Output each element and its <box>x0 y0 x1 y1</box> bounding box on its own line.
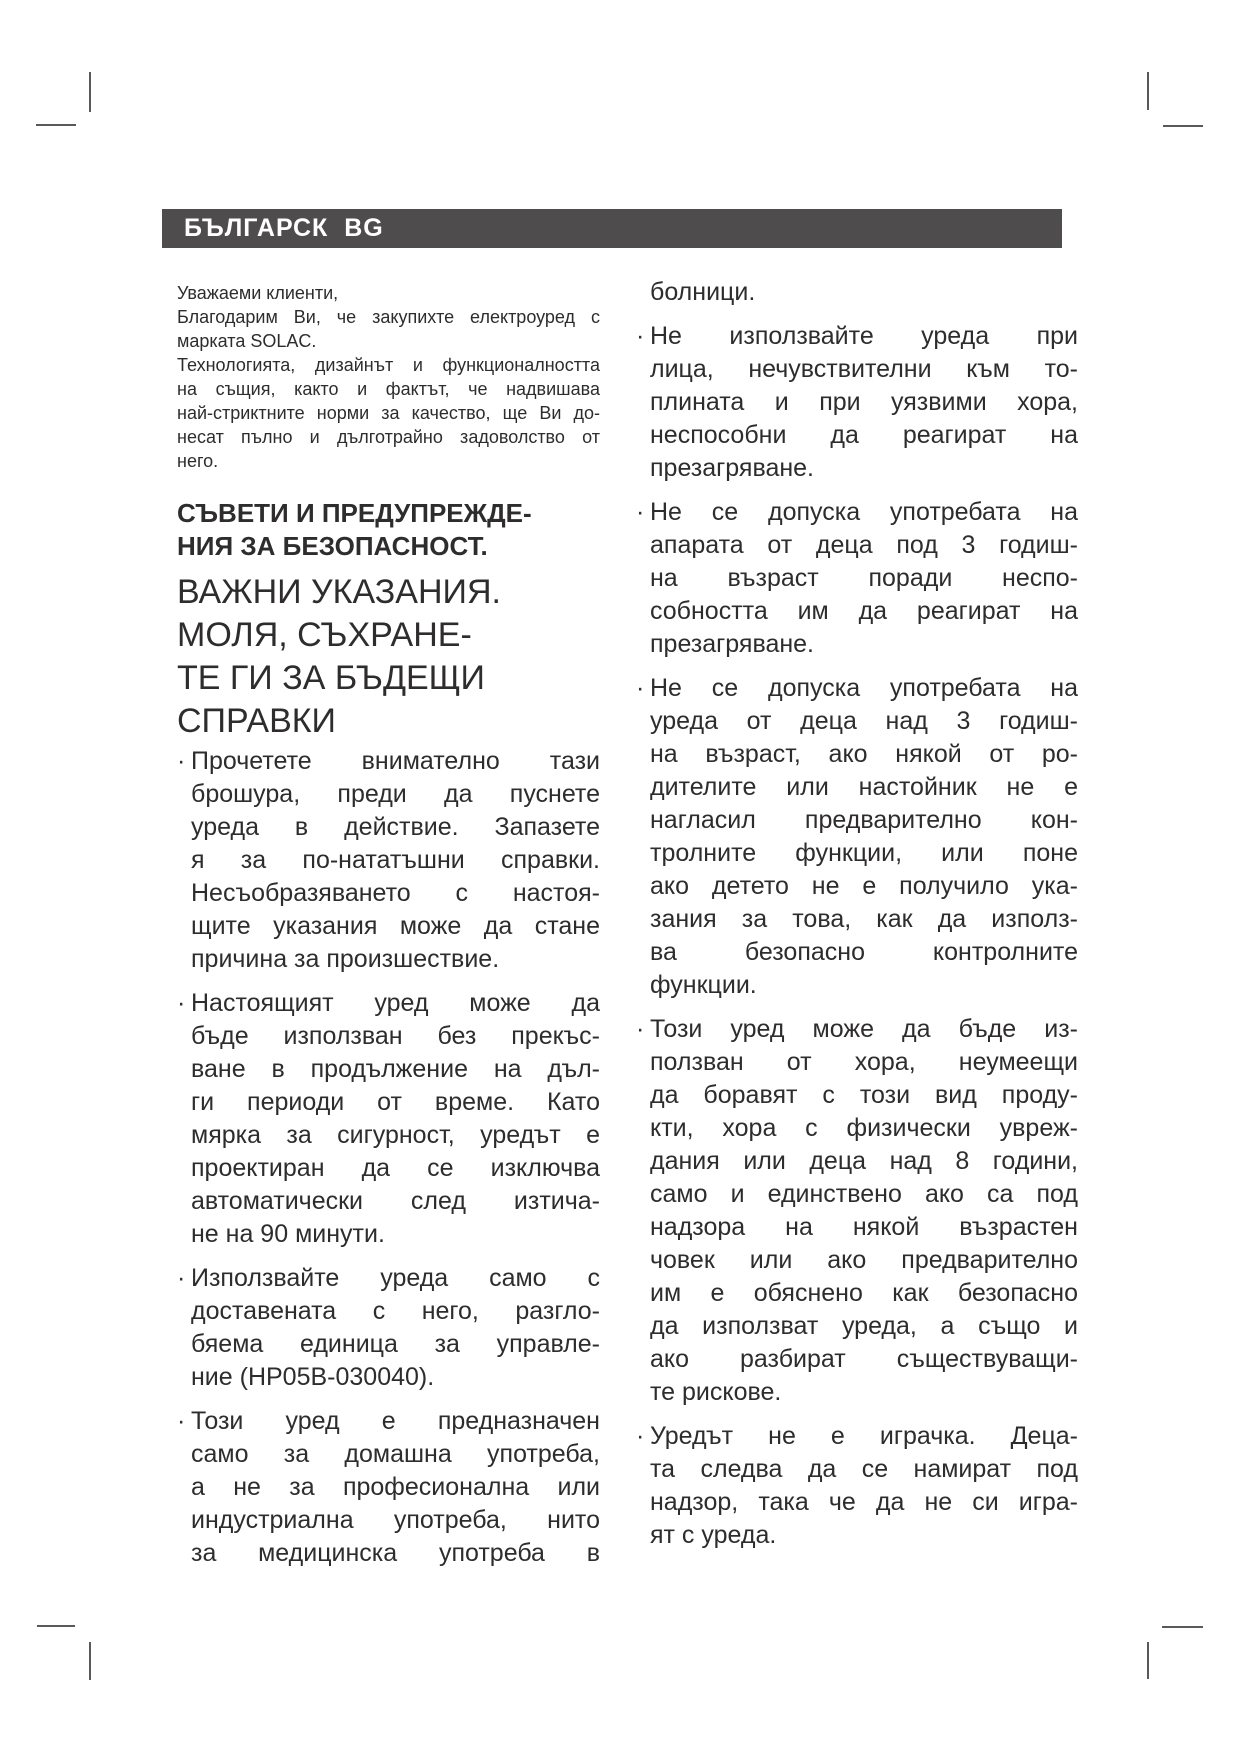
text-line: уреда от деца над 3 годиш- <box>650 707 1078 735</box>
intro-greeting <box>177 281 600 305</box>
bullet-item <box>636 672 1078 1002</box>
safety-bullet-list-right <box>636 320 1078 1552</box>
crop-mark-top-left-vertical <box>89 72 91 112</box>
text-line: надзора на някой възрастен <box>650 1213 1078 1241</box>
continuation-text <box>636 276 1078 309</box>
text-line: мярка за сигурност, уредът е <box>191 1121 600 1149</box>
bullet-item <box>636 1013 1078 1409</box>
text-line: за медицинска употреба в <box>191 1539 600 1567</box>
bullet-marker: · <box>636 674 645 702</box>
bullet-item <box>177 987 600 1251</box>
bullet-item <box>636 320 1078 485</box>
crop-mark-top-right-vertical <box>1147 72 1149 110</box>
text-line: я за по-нататъшни справки. <box>191 846 600 874</box>
intro-thanks <box>177 305 600 353</box>
bullet-marker: · <box>177 989 186 1017</box>
text-line: Не използвайте уреда при <box>650 322 1078 350</box>
bullet-text <box>650 672 1078 1002</box>
text-line: Технологията, дизайнът и функционалността <box>177 355 600 375</box>
crop-mark-bottom-left-horizontal <box>37 1625 75 1627</box>
text-line: неспособни да реагират на <box>650 421 1078 449</box>
text-line: Уредът не е играчка. Деца- <box>650 1422 1078 1450</box>
right-column <box>636 276 1078 1563</box>
text-line: им е обяснено как безопасно <box>650 1279 1078 1307</box>
text-line: лица, нечувствителни към то- <box>650 355 1078 383</box>
text-line: брошура, преди да пуснете <box>191 780 600 808</box>
text-line: доставената с него, разгло- <box>191 1297 600 1325</box>
text-line: МОЛЯ, СЪХРАНЕ- <box>177 616 472 654</box>
text-line: Настоящият уред може да <box>191 989 600 1017</box>
text-line: НИЯ ЗА БЕЗОПАСНОСТ. <box>177 531 488 561</box>
text-line: ако детето не е получило ука- <box>650 872 1078 900</box>
bullet-marker: · <box>636 1015 645 1043</box>
crop-mark-bottom-left-vertical <box>89 1642 91 1680</box>
text-line: ят с уреда. <box>650 1521 777 1549</box>
text-line: причина за произшествие. <box>191 945 500 973</box>
text-line: та следва да се намират под <box>650 1455 1078 1483</box>
text-line: да боравят с този вид проду- <box>650 1081 1078 1109</box>
text-line: Не се допуска употребата на <box>650 498 1078 526</box>
text-line: Уважаеми клиенти, <box>177 283 339 303</box>
text-line: зания за това, как да използ- <box>650 905 1078 933</box>
language-header-bar <box>162 209 1062 248</box>
text-line: Благодарим Ви, че закупихте електроуред с <box>177 307 600 327</box>
text-line: ако разбират съществуващи- <box>650 1345 1078 1373</box>
text-line: СПРАВКИ <box>177 702 336 740</box>
bullet-text <box>191 1262 600 1394</box>
text-line: не на 90 минути. <box>191 1220 385 1248</box>
text-line: автоматически след изтича- <box>191 1187 600 1215</box>
text-line: ване в продължение на дъл- <box>191 1055 600 1083</box>
bullet-marker: · <box>636 498 645 526</box>
text-line: функции. <box>650 971 757 999</box>
text-line: презагряване. <box>650 630 815 658</box>
text-line: индустриална употреба, нито <box>191 1506 600 1534</box>
text-line: ВАЖНИ УКАЗАНИЯ. <box>177 573 501 611</box>
bullet-text <box>650 496 1078 661</box>
text-line: Този уред може да бъде из- <box>650 1015 1078 1043</box>
text-line: СЪВЕТИ И ПРЕДУПРЕЖДЕ- <box>177 498 532 528</box>
text-line: да използват уреда, а също и <box>650 1312 1078 1340</box>
bullet-marker: · <box>177 747 186 775</box>
bullet-item <box>636 1420 1078 1552</box>
crop-mark-top-left-horizontal <box>36 124 76 126</box>
bullet-text <box>191 987 600 1251</box>
text-line: него. <box>177 451 219 471</box>
bullet-marker: · <box>177 1407 186 1435</box>
text-line: а не за професионална или <box>191 1473 600 1501</box>
text-line: само за домашна употреба, <box>191 1440 600 1468</box>
left-column <box>177 281 600 1581</box>
text-line: на възраст поради неспо- <box>650 564 1078 592</box>
language-header-title: БЪЛГАРСК BG <box>184 214 384 242</box>
text-line: болници. <box>650 278 756 306</box>
text-line: човек или ако предварително <box>650 1246 1078 1274</box>
bullet-text <box>650 1013 1078 1409</box>
text-line: уреда в действие. Запазете <box>191 813 600 841</box>
text-line: кти, хора с физически увреж- <box>650 1114 1078 1142</box>
safety-advice-heading <box>177 497 600 563</box>
important-instructions-heading <box>177 571 600 743</box>
crop-mark-bottom-right-vertical <box>1147 1642 1149 1679</box>
bullet-item <box>177 745 600 976</box>
bullet-text <box>650 1420 1078 1552</box>
text-line: те рискове. <box>650 1378 782 1406</box>
text-line: на възраст, ако някой от ро- <box>650 740 1078 768</box>
text-line: плината и при уязвими хора, <box>650 388 1078 416</box>
text-line: щите указания може да стане <box>191 912 600 940</box>
bullet-marker: · <box>177 1264 186 1292</box>
text-line: собността им да реагират на <box>650 597 1078 625</box>
text-line: дителите или настойник не е <box>650 773 1078 801</box>
bullet-marker: · <box>636 322 645 350</box>
text-line: ТЕ ГИ ЗА БЪДЕЩИ <box>177 659 485 697</box>
text-line: Не се допуска употребата на <box>650 674 1078 702</box>
crop-mark-top-right-horizontal <box>1163 125 1203 127</box>
bullet-item <box>177 1262 600 1394</box>
text-line: апарата от деца под 3 годиш- <box>650 531 1078 559</box>
text-line: Този уред е предназначен <box>191 1407 600 1435</box>
bullet-text <box>650 320 1078 485</box>
text-line: ние (HP05B-030040). <box>191 1363 435 1391</box>
bullet-item <box>636 496 1078 661</box>
text-line: на същия, както и фактът, че надвишава <box>177 379 600 399</box>
bullet-text <box>191 745 600 976</box>
text-line: Несъобразяването с настоя- <box>191 879 600 907</box>
text-line: проектиран да се изключва <box>191 1154 600 1182</box>
text-line: ва безопасно контролните <box>650 938 1078 966</box>
text-line: дания или деца над 8 години, <box>650 1147 1078 1175</box>
bullet-item <box>177 1405 600 1570</box>
text-line: Използвайте уреда само с <box>191 1264 600 1292</box>
text-line: надзор, така че да не си игра- <box>650 1488 1078 1516</box>
text-line: нагласил предварително кон- <box>650 806 1078 834</box>
text-line: несат пълно и дълготрайно задоволство от <box>177 427 600 447</box>
text-line: ползван от хора, неумеещи <box>650 1048 1078 1076</box>
intro-quality <box>177 353 600 473</box>
text-line: само и единствено ако са под <box>650 1180 1078 1208</box>
text-line: ги периоди от време. Като <box>191 1088 600 1116</box>
crop-mark-bottom-right-horizontal <box>1162 1626 1203 1628</box>
text-line: марката SOLAC. <box>177 331 317 351</box>
text-line: Прочетете внимателно тази <box>191 747 600 775</box>
text-line: най-стриктните норми за качество, ще Ви до- <box>177 403 600 423</box>
bullet-marker: · <box>636 1422 645 1450</box>
text-line: презагряване. <box>650 454 815 482</box>
intro-block <box>177 281 600 473</box>
bullet-text <box>191 1405 600 1570</box>
text-line: тролните функции, или поне <box>650 839 1078 867</box>
text-line: бъде използван без прекъс- <box>191 1022 600 1050</box>
text-line: бяема единица за управле- <box>191 1330 600 1358</box>
safety-bullet-list-left <box>177 745 600 1570</box>
